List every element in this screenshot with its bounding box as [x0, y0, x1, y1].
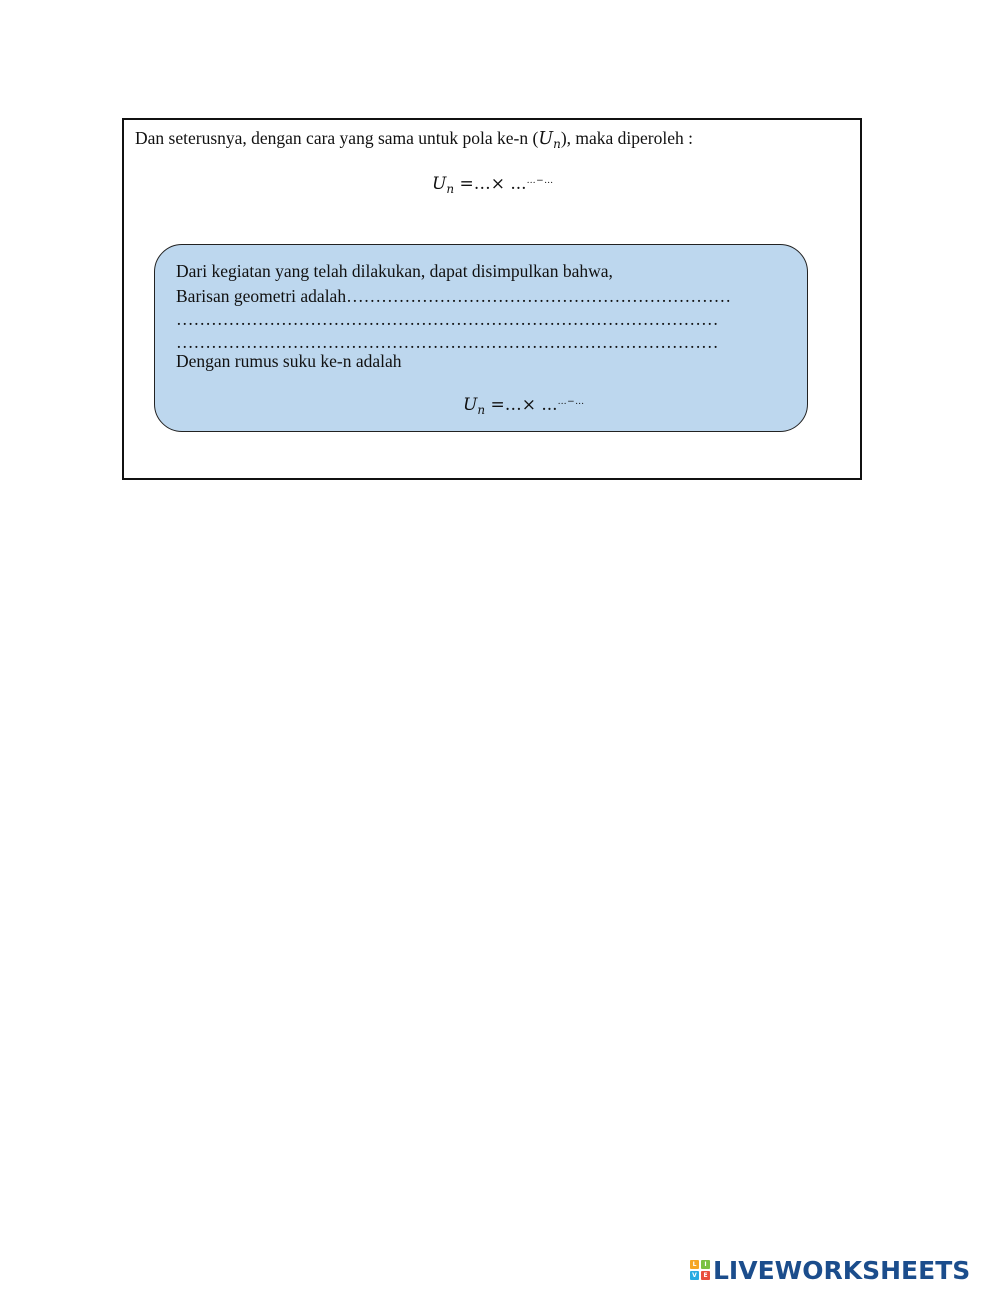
conclusion-line-3: …………………………………………………………………………………: [176, 309, 719, 329]
logo-text: LIVEWORKSHEETS: [713, 1255, 971, 1285]
intro-text-after: ), maka diperoleh :: [560, 128, 693, 148]
logo-tile-i: I: [701, 1260, 710, 1269]
formula-2-var: U: [463, 395, 478, 415]
formula-2-rhs: =…× ...: [485, 395, 558, 415]
intro-sub: n: [553, 137, 561, 151]
conclusion-line-2: Barisan geometri adalah…………………………………………………………: [176, 286, 732, 306]
formula-2-sub: n: [477, 403, 486, 417]
formula-2-exponent: …−…: [557, 397, 585, 407]
intro-math: [538, 129, 560, 149]
formula-un-1: [432, 174, 554, 194]
formula-un-2: [463, 395, 585, 415]
formula-1-exponent: …−…: [526, 176, 554, 186]
conclusion-line-4: …………………………………………………………………………………: [176, 332, 719, 352]
conclusion-line-1: Dari kegiatan yang telah dilakukan, dapat disimpulkan bahwa,: [176, 261, 613, 281]
intro-var: U: [538, 129, 554, 149]
formula-1-sub: n: [446, 182, 455, 196]
logo-tile-l: L: [690, 1260, 699, 1269]
formula-1-var: U: [432, 174, 447, 194]
liveworksheets-logo[interactable]: [690, 1256, 970, 1284]
logo-tile-v: V: [690, 1271, 699, 1280]
conclusion-line-5: Dengan rumus suku ke-n adalah: [176, 351, 402, 371]
intro-text: [135, 128, 693, 149]
logo-tile-e: E: [701, 1271, 710, 1280]
formula-1-rhs: =…× ...: [454, 174, 527, 194]
intro-text-before: Dan seterusnya, dengan cara yang sama untuk pola ke-n (: [135, 128, 539, 148]
logo-tiles-icon: [690, 1260, 710, 1280]
